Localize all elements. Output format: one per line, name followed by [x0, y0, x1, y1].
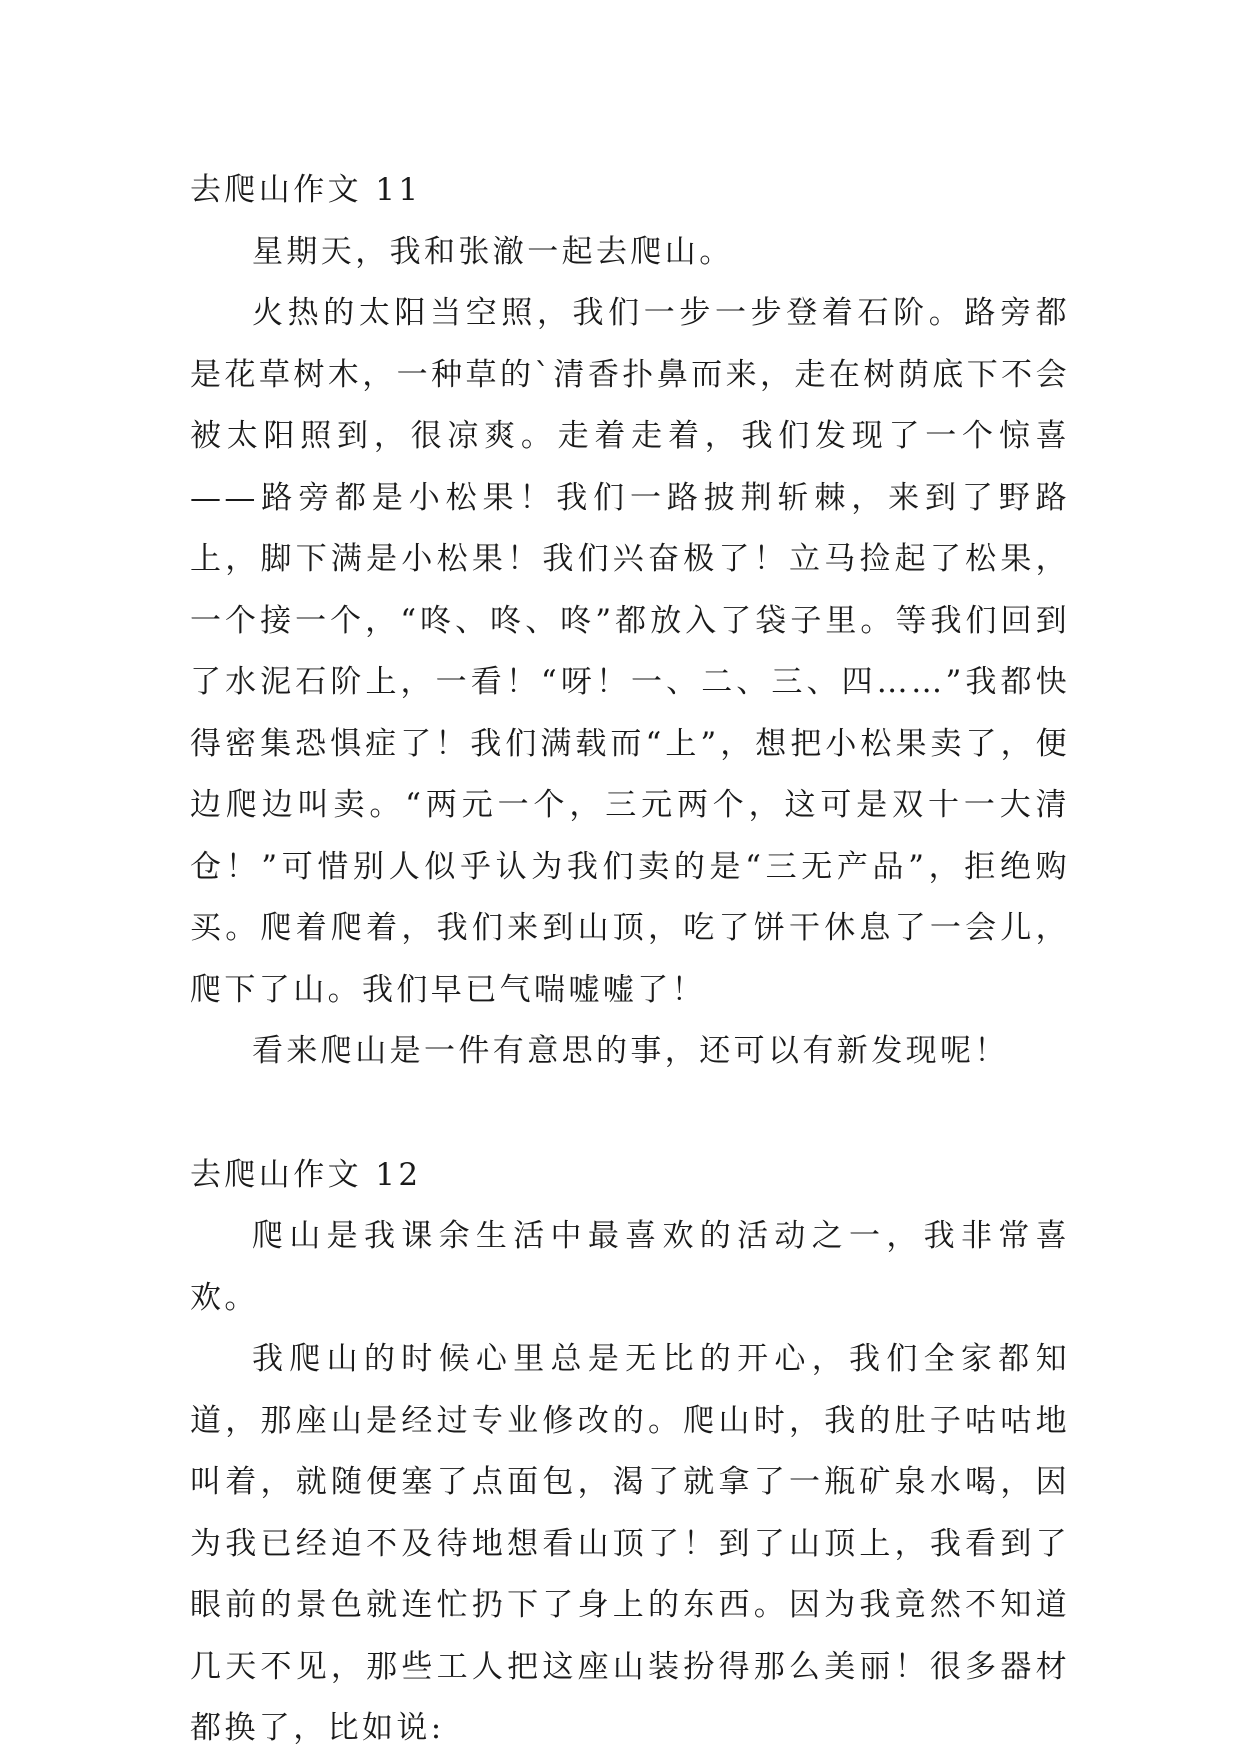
- essay-paragraph: 看来爬山是一件有意思的事，还可以有新发现呢！: [252, 1033, 1009, 1069]
- essay-paragraph: 爬山是我课余生活中最喜欢的活动之一，我非常喜欢。: [190, 1218, 1070, 1316]
- essay-11: [190, 160, 1070, 1083]
- essay-paragraph: 我爬山的时候心里总是无比的开心，我们全家都知道，那座山是经过专业修改的。爬山时，我的肚子咕咕地叫着，就随便塞了点面包，渴了就拿了一瓶矿泉水喝，因为我已经迫不及待地想看山顶了！到了山顶上，我看到了眼前的景色就连忙扔下了身上的东西。因为我竟然不知道几天不见，那些工人把这座山装扮得那么美丽！很多器材都换了，比如说:: [190, 1341, 1070, 1746]
- essay-title: 去爬山作文 11: [190, 172, 422, 208]
- essay-paragraph: 星期天，我和张澈一起去爬山。: [252, 233, 734, 270]
- essay-title: 去爬山作文 12: [190, 1156, 422, 1193]
- document-body: [190, 160, 1070, 1760]
- essay-12: [190, 1145, 1070, 1760]
- essay-paragraph: 火热的太阳当空照，我们一步一步登着石阶。路旁都是花草树木，一种草的`清香扑鼻而来，走在树荫底下不会被太阳照到，很凉爽。走着走着，我们发现了一个惊喜——路旁都是小松果！我们一路披荆斩棘，来到了野路上，脚下满是小松果！我们兴奋极了！立马捡起了松果，一个接一个，“咚、咚、咚”都放入了袋子里。等我们回到了水泥石阶上，一看！“呀！一、二、三、四……”我都快得密集恐惧症了！我们满载而“上”，想把小松果卖了，便边爬边叫卖。“两元一个，三元两个，这可是双十一大清仓！”可惜别人似乎认为我们卖的是“三无产品”，拒绝购买。爬着爬着，我们来到山顶，吃了饼干休息了一会儿，爬下了山。我们早已气喘嘘嘘了！: [190, 295, 1070, 1008]
